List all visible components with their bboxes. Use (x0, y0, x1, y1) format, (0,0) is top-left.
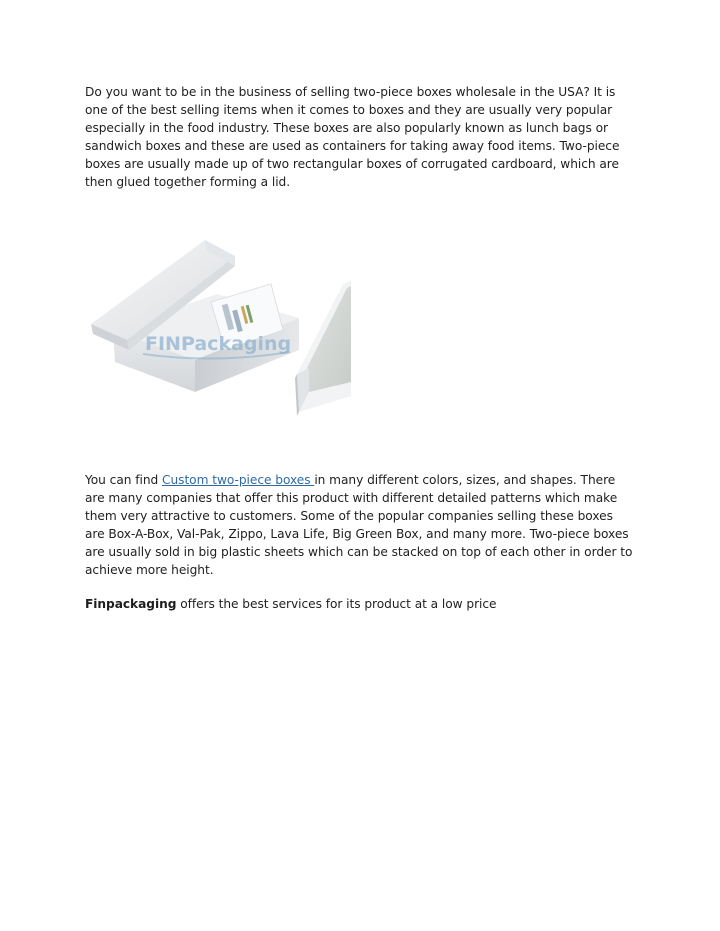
closing-text: offers the best services for its product at a low price (176, 597, 497, 611)
custom-two-piece-boxes-link[interactable]: Custom two-piece boxes (162, 473, 315, 487)
second-paragraph (85, 471, 633, 580)
two-piece-box-illustration (85, 232, 351, 424)
watermark-logo: FINPackaging (145, 333, 292, 355)
paragraph-text-after-link: in many different colors, sizes, and shapes. There are many companies that offer this product with different detailed patterns which make them very attractive to customers. Some of the popular companies selling these boxes are Box-A-Box, Val-Pak, Zippo, Lava Life, Big Green Box, and many more. Two-piece boxes are usually sold in big plastic sheets which can be stacked on top of each other in order to achieve more height. (85, 473, 633, 578)
closing-paragraph (85, 595, 633, 613)
tray-inside (307, 286, 351, 392)
brand-name: Finpackaging (85, 597, 177, 611)
paragraph-text-before-link: You can find (85, 473, 163, 487)
intro-paragraph: Do you want to be in the business of selling two-piece boxes wholesale in the USA? It is one of the best selling items when it comes to boxes and they are usually very popular especially in the food industry. These boxes are also popularly known as lunch bags or sandwich boxes and these are used as containers for taking away food items. Two-piece boxes are usually made up of two rectangular boxes of corrugated cardboard, which are then glued together forming a lid. (85, 85, 620, 190)
product-photo (85, 232, 351, 424)
